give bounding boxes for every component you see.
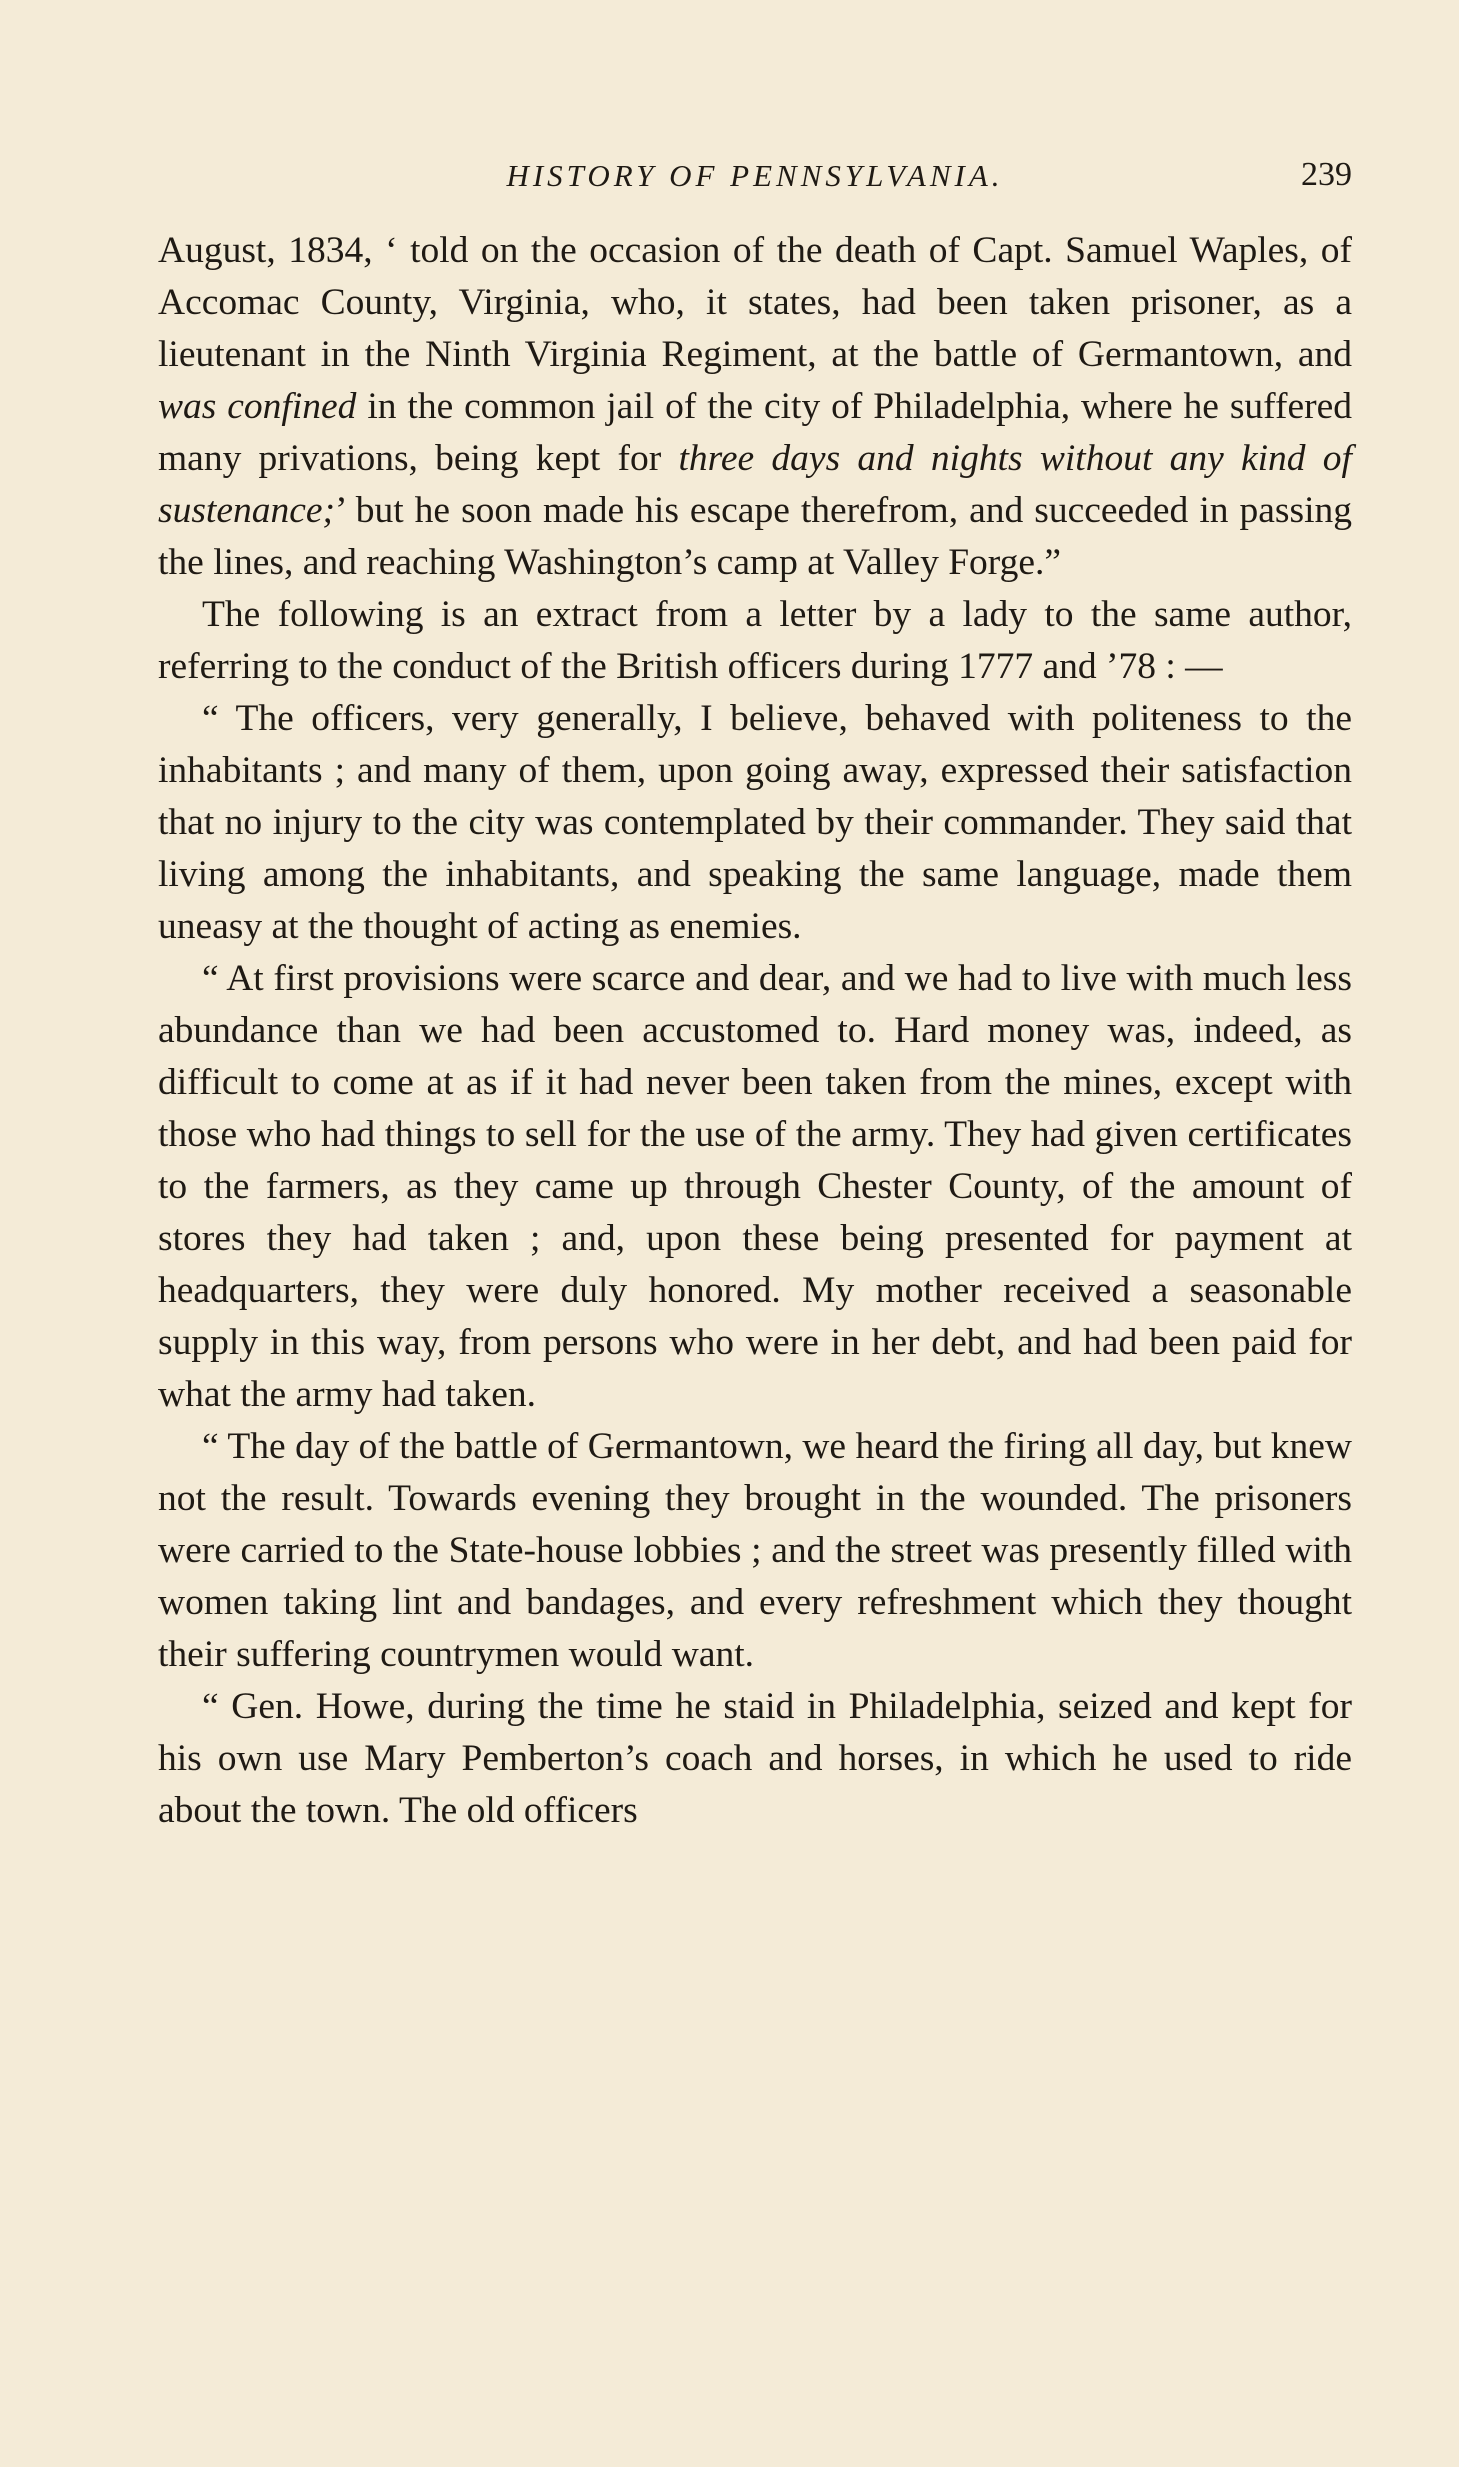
text-segment: “ The officers, very generally, I believe, behaved with politeness to the inhabitants ; and many of them, upon going away, expressed their satisfaction that no injury to the city was contemplated by their commander. They said that living among the inhabitants, and speaking the same language, made them uneasy at the thought of acting as enemies. [158,698,1352,947]
text-segment: “ The day of the battle of Germantown, we heard the firing all day, but knew not the result. Towards evening they brought in the wounded. The prisoners were carried to the State-house lobbies ; and the street was presently filled with women taking lint and bandages, and every refreshment which they thought their suffering countrymen would want. [158,1426,1352,1675]
paragraph-6 [158,1681,1352,1837]
body-text [158,225,1352,1837]
italic-segment: three days and nights without any kind of sustenance; [158,438,1352,531]
text-segment: ’ but he soon made his escape therefrom, and succeeded in passing the lines, and reaching Washington’s camp at Valley Forge.” [158,490,1352,583]
text-segment: in the common jail of the city of Philadelphia, where he suffered many privations, being kept for [158,386,1352,479]
paragraph-1 [158,225,1352,589]
italic-segment: was confined [158,386,357,427]
page-header [158,150,1352,200]
paragraph-3 [158,693,1352,953]
paragraph-5 [158,1421,1352,1681]
paragraph-2 [158,589,1352,693]
running-title: HISTORY OF PENNSYLVANIA. [506,158,1004,193]
text-segment: “ Gen. Howe, during the time he staid in Philadelphia, seized and kept for his own use Mary Pemberton’s coach and horses, in which he used to ride about the town. The old officers [158,1686,1352,1831]
paragraph-4 [158,953,1352,1421]
page-number: 239 [1301,156,1352,193]
text-segment: “ At first provisions were scarce and dear, and we had to live with much less abundance than we had been accustomed to. Hard money was, indeed, as difficult to come at as if it had never been taken from the mines, except with those who had things to sell for the use of the army. They had given certificates to the farmers, as they came up through Chester County, of the amount of stores they had taken ; and, upon these being presented for payment at headquarters, they were duly honored. My mother received a seasonable supply in this way, from persons who were in her debt, and had been paid for what the army had taken. [158,958,1352,1415]
text-segment: The following is an extract from a letter by a lady to the same author, referring to the conduct of the British officers during 1777 and ’78 : — [158,594,1352,687]
text-segment: August, 1834, ‘ told on the occasion of the death of Capt. Samuel Waples, of Accomac County, Virginia, who, it states, had been taken prisoner, as a lieutenant in the Ninth Virginia Regiment, at the battle of Germantown, and [158,230,1352,375]
